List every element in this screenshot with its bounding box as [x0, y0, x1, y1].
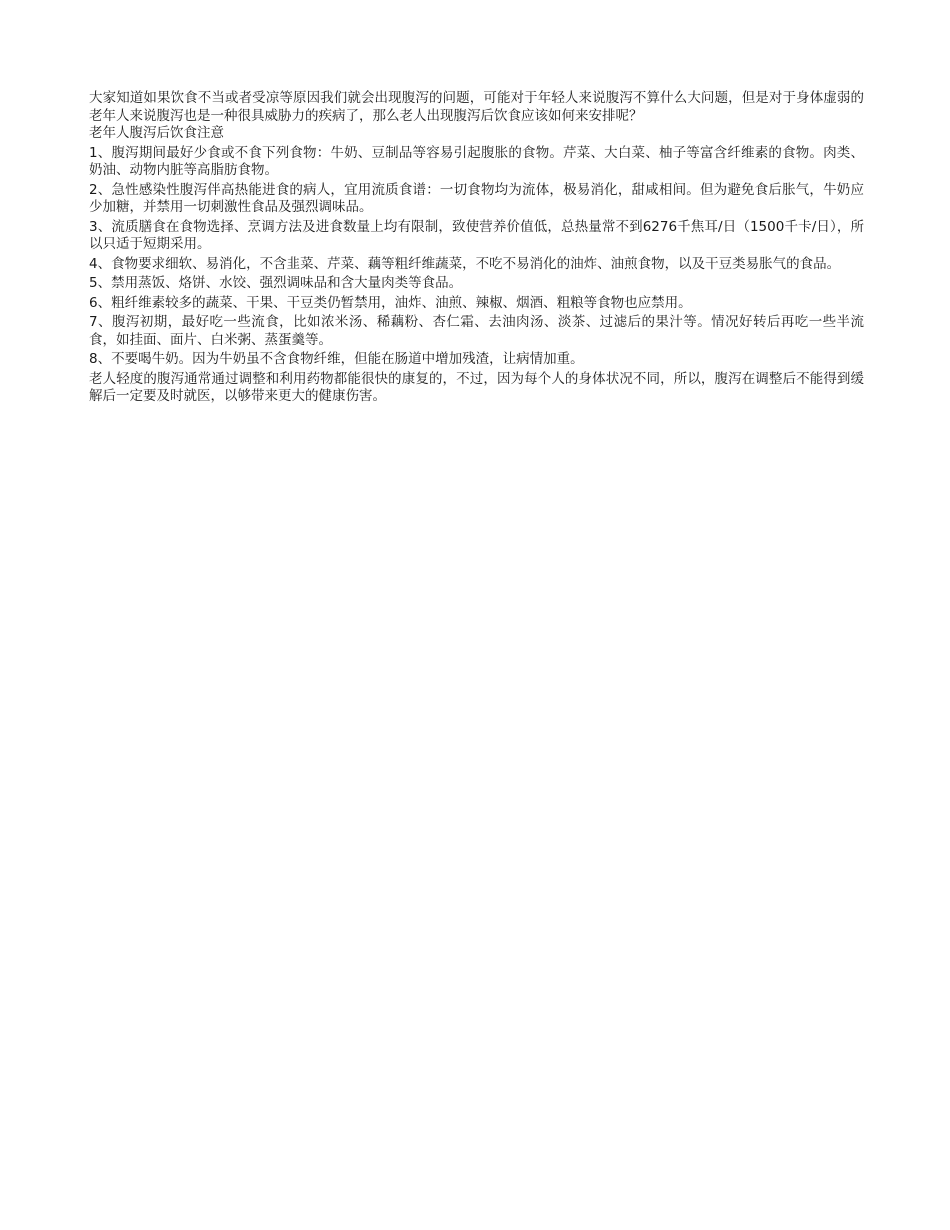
intro-paragraph: 大家知道如果饮食不当或者受凉等原因我们就会出现腹泻的问题，可能对于年轻人来说腹泻不算什么大问题，但是对于身体虚弱的老年人来说腹泻也是一种很具威胁力的疾病了，那么老人出现腹泻后饮食应该如何来安排呢？ [89, 90, 864, 124]
list-item: 1、腹泻期间最好少食或不食下列食物：牛奶、豆制品等容易引起腹胀的食物。芹菜、大白菜、柚子等富含纤维素的食物。肉类、奶油、动物内脏等高脂肪食物。 [89, 144, 864, 178]
list-item: 7、腹泻初期，最好吃一些流食，比如浓米汤、稀藕粉、杏仁霜、去油肉汤、淡茶、过滤后的果汁等。情况好转后再吃一些半流食，如挂面、面片、白米粥、蒸蛋羹等。 [89, 314, 864, 348]
list-item: 3、流质膳食在食物选择、烹调方法及进食数量上均有限制，致使营养价值低，总热量常不到6276千焦耳/日（1500千卡/日），所以只适于短期采用。 [89, 218, 864, 252]
document-body [89, 90, 864, 406]
list-item: 8、不要喝牛奶。因为牛奶虽不含食物纤维，但能在肠道中增加残渣，让病情加重。 [89, 351, 584, 367]
section-heading: 老年人腹泻后饮食注意 [89, 125, 224, 141]
closing-paragraph: 老人轻度的腹泻通常通过调整和利用药物都能很快的康复的，不过，因为每个人的身体状况不同，所以，腹泻在调整后不能得到缓解后一定要及时就医，以够带来更大的健康伤害。 [89, 370, 864, 404]
list-item: 5、禁用蒸饭、烙饼、水饺、强烈调味品和含大量肉类等食品。 [89, 275, 463, 291]
list-item: 4、食物要求细软、易消化，不含韭菜、芹菜、藕等粗纤维蔬菜，不吃不易消化的油炸、油煎食物，以及干豆类易胀气的食品。 [89, 255, 841, 272]
list-item: 2、急性感染性腹泻伴高热能进食的病人，宜用流质食谱：一切食物均为流体，极易消化，甜咸相间。但为避免食后胀气，牛奶应少加糖，并禁用一切刺激性食品及强烈调味品。 [89, 181, 864, 215]
list-item: 6、粗纤维素较多的蔬菜、干果、干豆类仍暂禁用，油炸、油煎、辣椒、烟酒、粗粮等食物也应禁用。 [89, 294, 692, 311]
